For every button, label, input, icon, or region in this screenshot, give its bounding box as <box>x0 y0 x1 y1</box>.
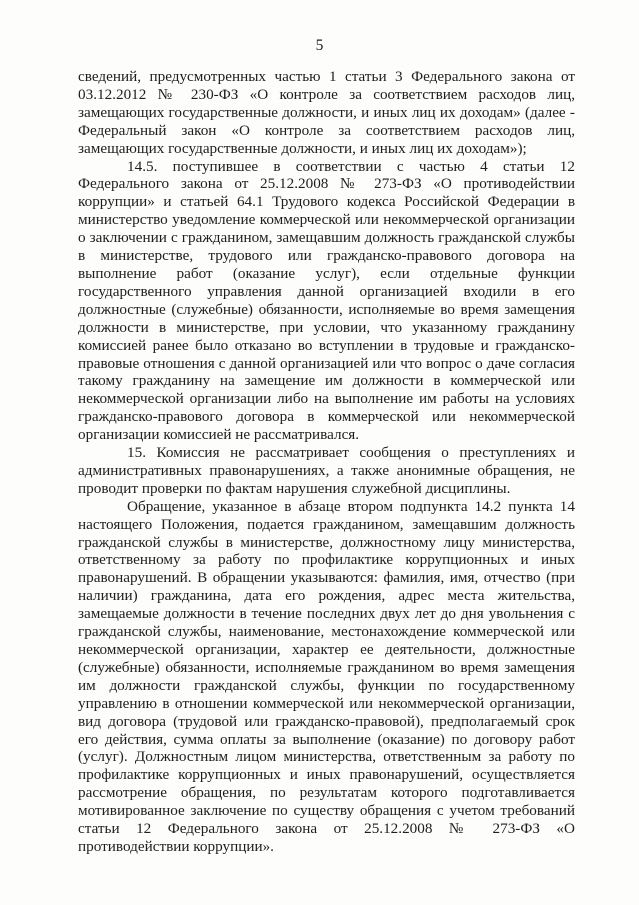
document-body <box>78 68 575 856</box>
paragraph-14-5: 14.5. поступившее в соответствии с частью 4 статьи 12 Федерального закона от 25.12.2008 № 273-ФЗ «О противодействии коррупции» и статьей 64.1 Трудового кодекса Российской Федерации в министерство уведомление коммерческой или некоммерческой организации о заключении с гражданином, замещавшим должность гражданской службы в министерстве, трудового или гражданско-правового договора на выполнение работ (оказание услуг), если отдельные функции государственного управления данной организацией входили в его должностные (служебные) обязанности, исполняемые во время замещения должности в министерстве, при условии, что указанному гражданину комиссией ранее было отказано во вступлении в трудовые и гражданско-правовые отношения с данной организацией или что вопрос о даче согласия такому гражданину на замещение им должности в коммерческой или некоммерческой организации либо на выполнение им работы на условиях гражданско-правового договора в коммерческой или некоммерческой организации комиссией не рассматривался. <box>78 157 575 444</box>
paragraph-appeal: Обращение, указанное в абзаце втором подпункта 14.2 пункта 14 настоящего Положения, подается гражданином, замещавшим должность гражданской службы в министерстве, должностному лицу министерства, ответственному за работу по профилактике коррупционных и иных правонарушений. В обращении указываются: фамилия, имя, отчество (при наличии) гражданина, дата его рождения, адрес места жительства, замещаемые должности в течение последних двух лет до дня увольнения с гражданской службы, наименование, местонахождение коммерческой или некоммерческой организации, характер ее деятельности, должностные (служебные) обязанности, исполняемые гражданином во время замещения им должности гражданской службы, функции по государственному управлению в отношении коммерческой или некоммерческой организации, вид договора (трудовой или гражданско-правовой), предполагаемый срок его действия, сумма оплаты за выполнение (оказание) по договору работ (услуг). Должностным лицом министерства, ответственным за работу по профилактике коррупционных и иных правонарушений, осуществляется рассмотрение обращения, по результатам которого подготавливается мотивированное заключение по существу обращения с учетом требований статьи 12 Федерального закона от 25.12.2008 № 273-ФЗ «О противодействии коррупции». <box>78 497 575 855</box>
paragraph-continuation: сведений, предусмотренных частью 1 статьи 3 Федерального закона от 03.12.2012 № 230-ФЗ «О контроле за соответствием расходов лиц, замещающих государственные должности, и иных лиц их доходам» (далее - Федеральный закон «О контроле за соответствием расходов лиц, замещающих государственные должности, и иных лиц их доходам»); <box>78 68 575 157</box>
page-number: 5 <box>315 37 324 54</box>
paragraph-15: 15. Комиссия не рассматривает сообщения о преступлениях и административных правонарушениях, а также анонимные обращения, не проводит проверки по фактам нарушения служебной дисциплины. <box>78 444 575 497</box>
